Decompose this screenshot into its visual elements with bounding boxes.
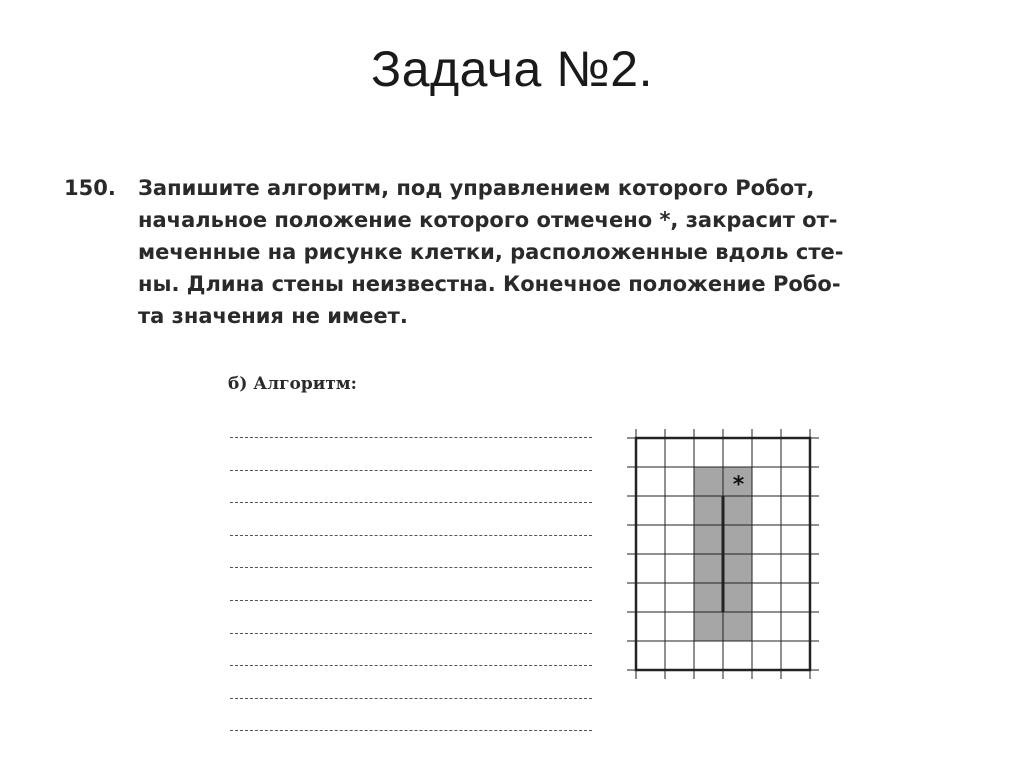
problem-text-line: та значения не имеет. xyxy=(138,304,408,328)
shaded-cell xyxy=(723,525,752,554)
problem-text-line: Запишите алгоритм, под управлением которого Робот, xyxy=(138,176,815,200)
problem-text-line: меченные на рисунке клетки, расположенные вдоль сте- xyxy=(138,240,844,264)
answer-blank-line xyxy=(230,600,592,601)
answer-blank-line xyxy=(230,730,592,731)
answer-blank-line xyxy=(230,567,592,568)
answer-blank-line xyxy=(230,535,592,536)
problem-text-line: ны. Длина стены неизвестна. Конечное положение Робо- xyxy=(138,272,841,296)
shaded-cell xyxy=(723,554,752,583)
slide-title: Задача №2. xyxy=(371,41,653,97)
shaded-cell xyxy=(694,583,723,612)
shaded-cell xyxy=(694,525,723,554)
algorithm-label: б) Алгоритм: xyxy=(228,374,357,394)
shaded-cell xyxy=(694,496,723,525)
answer-blank-line xyxy=(230,665,592,666)
answer-blank-line xyxy=(230,470,592,471)
answer-blank-line xyxy=(230,502,592,503)
shaded-cell xyxy=(694,467,723,496)
problem-number: 150. xyxy=(64,176,116,200)
shaded-cell xyxy=(723,612,752,641)
shaded-cell xyxy=(694,612,723,641)
shaded-cell xyxy=(694,554,723,583)
robot-grid-figure xyxy=(622,420,832,750)
shaded-cell xyxy=(723,496,752,525)
answer-blank-line xyxy=(230,633,592,634)
answer-blank-line xyxy=(230,698,592,699)
answer-blank-line xyxy=(230,437,592,438)
problem-text-line: начальное положение которого отмечено *, закрасит от- xyxy=(138,208,838,232)
start-marker: * xyxy=(732,472,745,498)
shaded-cell xyxy=(723,583,752,612)
